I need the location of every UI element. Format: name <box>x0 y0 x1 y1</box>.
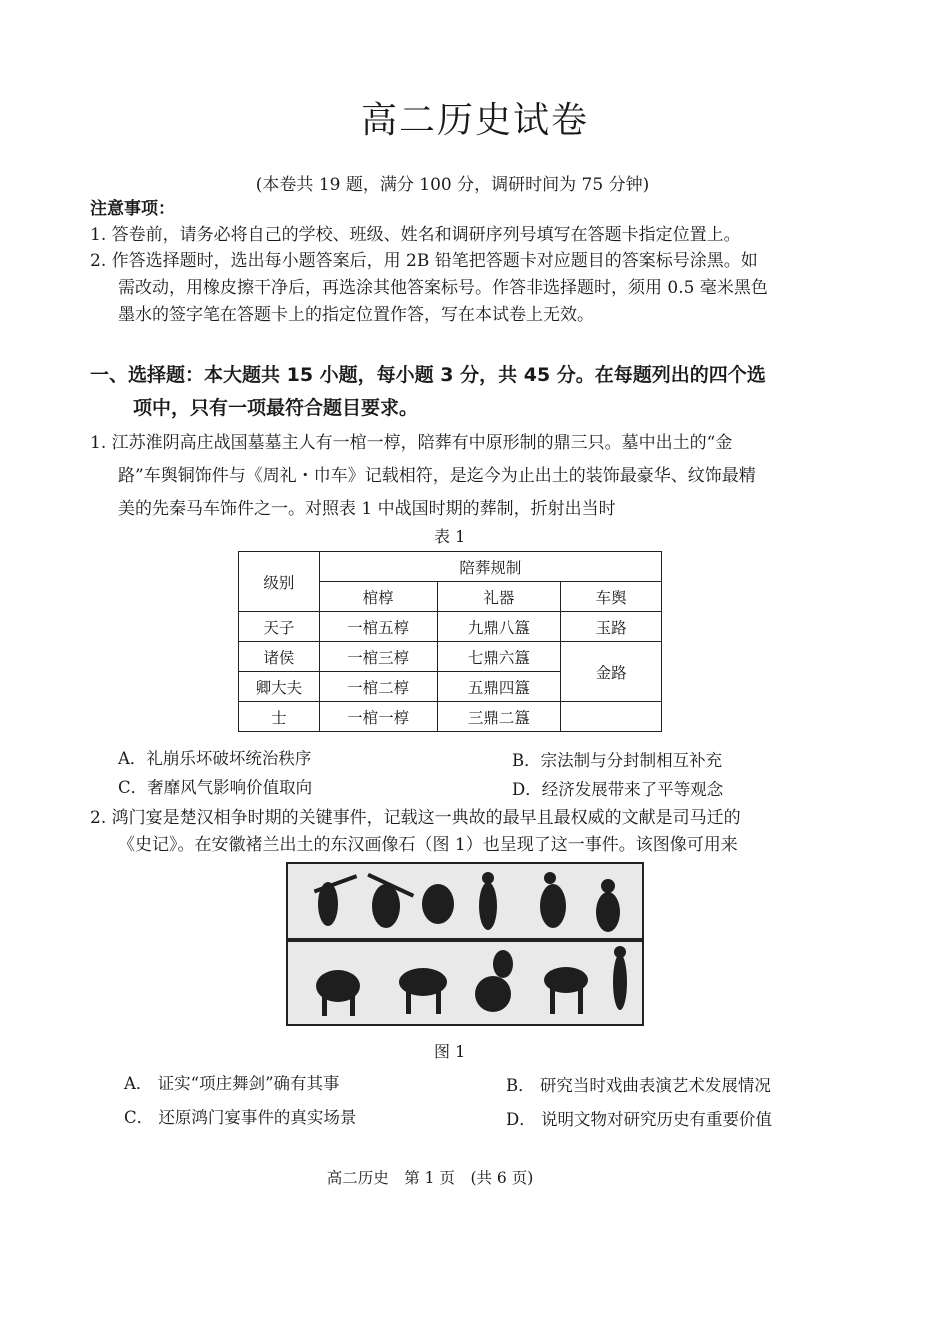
notice-heading: 注意事项： <box>90 199 175 219</box>
table-cell: 五鼎四簋 <box>437 672 561 702</box>
table-header-coffin: 棺椁 <box>319 582 437 612</box>
table-cell: 士 <box>239 702 320 732</box>
table-cell: 九鼎八簋 <box>437 612 561 642</box>
q1-option-a[interactable]: A．礼崩乐坏破坏统治秩序 <box>118 749 312 768</box>
table-cell: 卿大夫 <box>239 672 320 702</box>
notice-line: 1. 答卷前，请务必将自己的学校、班级、姓名和调研序列号填写在答题卡指定位置上。 <box>90 225 741 245</box>
table-cell: 三鼎二簋 <box>437 702 561 732</box>
table-cell: 诸侯 <box>239 642 320 672</box>
q1-option-c[interactable]: C．奢靡风气影响价值取向 <box>118 778 313 797</box>
q1-option-d[interactable]: D．经济发展带来了平等观念 <box>512 780 724 799</box>
q2-option-c[interactable]: C． 还原鸿门宴事件的真实场景 <box>124 1108 357 1127</box>
table-row <box>239 612 662 642</box>
table-cell: 金路 <box>561 642 662 702</box>
q1-option-b[interactable]: B．宗法制与分封制相互补充 <box>512 751 723 770</box>
question-1-text: 美的先秦马车饰件之一。对照表 1 中战国时期的葬制，折射出当时 <box>118 499 616 519</box>
question-1-text: 路”车舆铜饰件与《周礼・巾车》记载相符，是迄今为止出土的装饰最豪华、纹饰最精 <box>118 466 756 486</box>
q2-option-d[interactable]: D． 说明文物对研究历史有重要价值 <box>506 1110 772 1129</box>
question-2-text: 2. 鸿门宴是楚汉相争时期的关键事件，记载这一典故的最早且最权威的文献是司马迁的 <box>90 808 741 828</box>
table-cell: 七鼎六簋 <box>437 642 561 672</box>
stone-relief-image <box>288 864 642 1024</box>
table-cell: 一棺二椁 <box>319 672 437 702</box>
table-cell <box>561 702 662 732</box>
notice-line: 2. 作答选择题时，选出每小题答案后，用 2B 铅笔把答题卡对应题目的答案标号涂黑。如 <box>90 251 758 271</box>
q2-option-b[interactable]: B． 研究当时戏曲表演艺术发展情况 <box>506 1076 771 1095</box>
page-title: 高二历史试卷 <box>360 100 589 141</box>
table-row <box>239 642 662 672</box>
table-header-ritual: 礼器 <box>437 582 561 612</box>
question-1-text: 1. 江苏淮阴高庄战国墓墓主人有一棺一椁，陪葬有中原形制的鼎三只。墓中出土的“金 <box>90 433 733 453</box>
table-cell: 玉路 <box>561 612 662 642</box>
table-caption: 表 1 <box>434 527 466 546</box>
q2-option-a[interactable]: A． 证实“项庄舞剑”确有其事 <box>124 1074 340 1093</box>
table-cell: 天子 <box>239 612 320 642</box>
section-heading: 一、选择题：本大题共 15 小题，每小题 3 分，共 45 分。在每题列出的四个选 <box>90 364 766 386</box>
burial-system-table <box>238 551 662 732</box>
table-cell: 一棺五椁 <box>319 612 437 642</box>
table-header-group: 陪葬规制 <box>319 552 661 582</box>
exam-subtitle: (本卷共 19 题，满分 100 分，调研时间为 75 分钟) <box>255 175 650 195</box>
notice-line: 需改动，用橡皮擦干净后，再选涂其他答案标号。作答非选择题时，须用 0.5 毫米黑色 <box>118 278 768 298</box>
table-header-cart: 车舆 <box>561 582 662 612</box>
page-footer: 高二历史 第 1 页 (共 6 页) <box>326 1169 534 1187</box>
notice-line: 墨水的签字笔在答题卡上的指定位置作答，写在本试卷上无效。 <box>118 305 594 325</box>
figure-caption: 图 1 <box>434 1042 466 1061</box>
table-cell: 一棺三椁 <box>319 642 437 672</box>
section-heading-cont: 项中，只有一项最符合题目要求。 <box>133 397 419 419</box>
stone-relief-figure <box>286 862 644 1026</box>
table-cell: 一棺一椁 <box>319 702 437 732</box>
question-2-text: 《史记》。在安徽褚兰出土的东汉画像石（图 1）也呈现了这一事件。该图像可用来 <box>118 835 738 855</box>
table-header-level: 级别 <box>239 552 320 612</box>
table-row <box>239 702 662 732</box>
